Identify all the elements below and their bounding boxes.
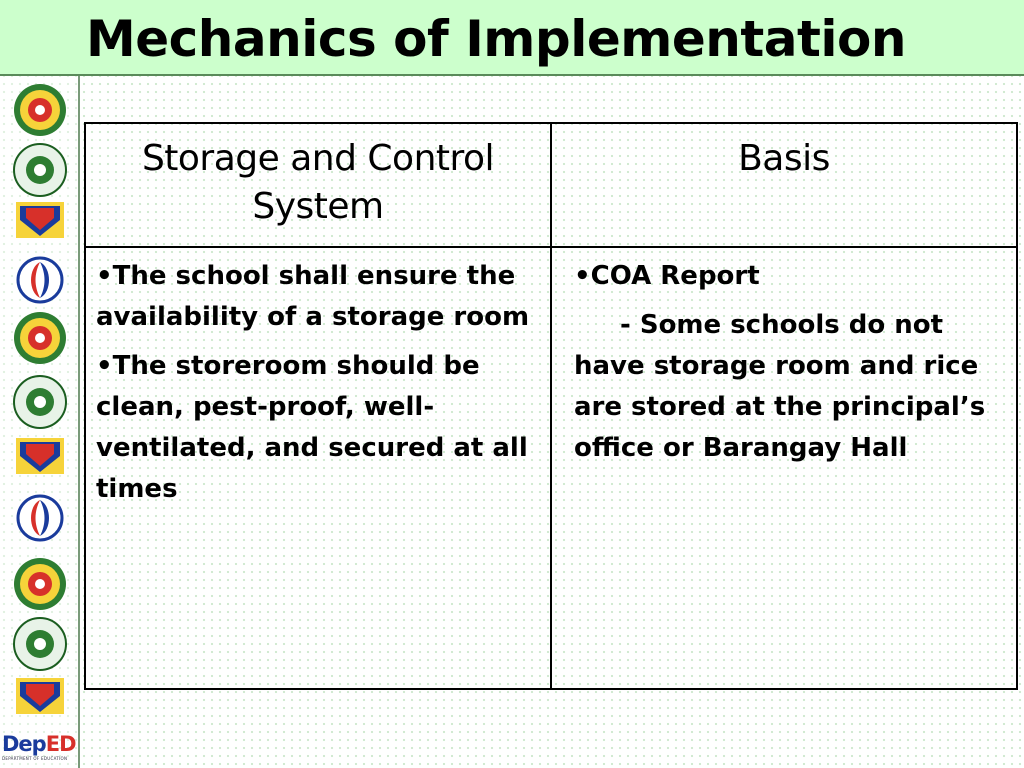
doh-emblem-icon <box>12 494 68 542</box>
nnc-seal-icon <box>12 82 68 138</box>
basis-note-text: - Some schools do not have storage room and rice are stored at the principal’s office or Barangay Hall <box>574 310 986 463</box>
implementation-table <box>84 122 1018 690</box>
deped-logo: DepED DEPARTMENT OF EDUCATION <box>2 732 84 766</box>
deped-tagline: DEPARTMENT OF EDUCATION <box>2 756 68 761</box>
list-item <box>96 256 542 338</box>
national-nutrition-council-seal-icon <box>12 374 68 430</box>
bullet-icon: • <box>96 261 113 291</box>
column-header-basis: Basis <box>738 138 830 179</box>
basis-item-text: COA Report <box>590 261 760 291</box>
storage-item-text: The school shall ensure the availability of a storage room <box>96 261 530 332</box>
dswd-shield-icon <box>12 436 68 476</box>
basis-cell <box>552 248 1016 688</box>
title-bar <box>0 0 1024 76</box>
list-item <box>96 346 542 510</box>
storage-item-text: The storeroom should be clean, pest-proof, well-ventilated, and secured at all times <box>96 351 528 504</box>
nnc-seal-icon <box>12 310 68 366</box>
nnc-seal-icon <box>12 556 68 612</box>
bullet-icon: • <box>574 261 591 291</box>
national-nutrition-council-seal-icon <box>12 616 68 672</box>
dswd-shield-icon <box>12 200 68 240</box>
national-nutrition-council-seal-icon <box>12 142 68 198</box>
bullet-icon: • <box>96 351 113 381</box>
column-header-storage: Storage and Control System <box>86 124 552 248</box>
slide-title: Mechanics of Implementation <box>86 10 906 68</box>
list-item <box>574 256 1006 297</box>
basis-note <box>574 305 1006 469</box>
doh-emblem-icon <box>12 256 68 304</box>
dswd-shield-icon <box>12 676 68 716</box>
storage-cell <box>86 248 552 688</box>
